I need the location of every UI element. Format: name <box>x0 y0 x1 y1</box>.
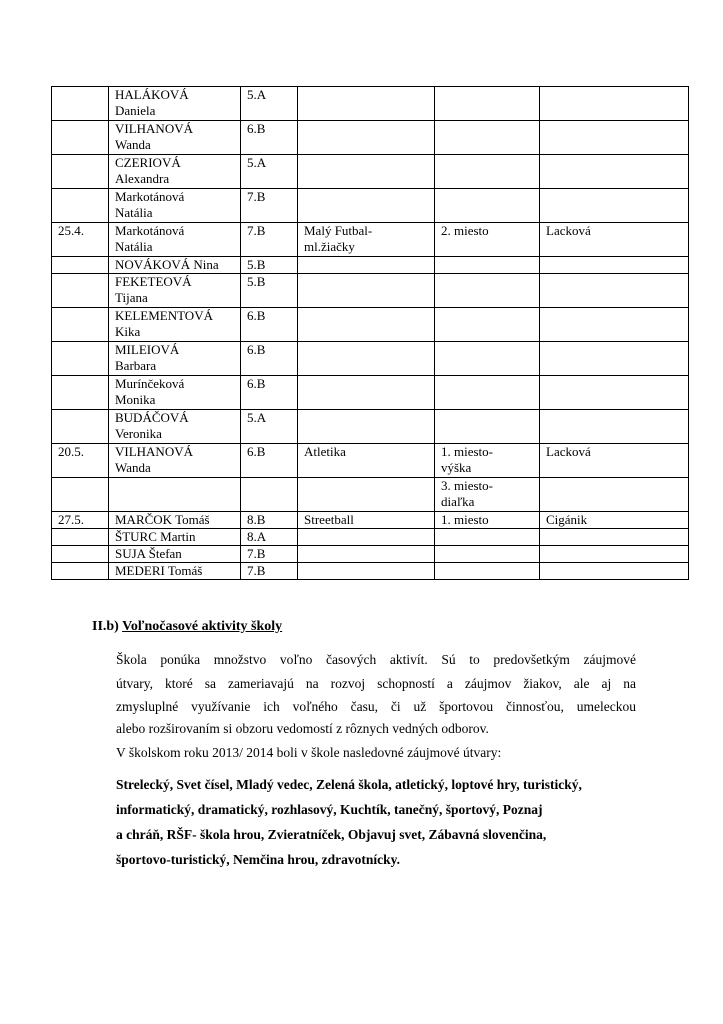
table-row <box>52 410 689 444</box>
name-cell <box>109 155 241 189</box>
date-cell <box>52 87 109 121</box>
class-cell <box>241 410 298 444</box>
date-cell <box>52 512 109 529</box>
name-cell <box>109 529 241 546</box>
place-cell <box>435 563 540 580</box>
activities-line: športovo-turistický, Nemčina hrou, zdravotnícky. <box>116 852 400 867</box>
date-cell <box>52 155 109 189</box>
date-cell <box>52 376 109 410</box>
table-row <box>52 478 689 512</box>
class-cell-text: 6.B <box>247 121 266 136</box>
date-cell <box>52 529 109 546</box>
place-cell <box>435 189 540 223</box>
table-row <box>52 444 689 478</box>
event-cell-text: Malý Futbal- ml.žiačky <box>304 223 373 254</box>
class-cell <box>241 87 298 121</box>
class-cell <box>241 529 298 546</box>
place-cell <box>435 121 540 155</box>
class-cell <box>241 376 298 410</box>
place-cell-text: 1. miesto <box>441 512 489 527</box>
place-cell <box>435 87 540 121</box>
paragraph-line: zmysluplné využívanie ich voľného času, či už športovou činnosťou, umeleckou <box>116 699 636 714</box>
class-cell-text: 5.B <box>247 274 266 289</box>
class-cell-text: 6.B <box>247 308 266 323</box>
event-cell <box>298 274 435 308</box>
class-cell <box>241 257 298 274</box>
teacher-cell <box>540 444 689 478</box>
place-cell <box>435 444 540 478</box>
section-heading <box>92 618 282 636</box>
event-cell <box>298 308 435 342</box>
table-row <box>52 512 689 529</box>
class-cell <box>241 189 298 223</box>
date-cell <box>52 546 109 563</box>
date-cell <box>52 257 109 274</box>
table-row <box>52 189 689 223</box>
event-cell <box>298 376 435 410</box>
class-cell-text: 8.A <box>247 529 267 544</box>
table-row <box>52 121 689 155</box>
table-row <box>52 155 689 189</box>
teacher-cell <box>540 342 689 376</box>
table-row <box>52 87 689 121</box>
name-cell-text: SUJA Štefan <box>115 546 182 561</box>
place-cell <box>435 342 540 376</box>
place-cell <box>435 274 540 308</box>
teacher-cell <box>540 410 689 444</box>
results-table-body <box>52 87 689 580</box>
name-cell <box>109 376 241 410</box>
class-cell <box>241 512 298 529</box>
name-cell <box>109 257 241 274</box>
place-cell <box>435 546 540 563</box>
date-cell-text: 20.5. <box>58 444 84 459</box>
event-cell <box>298 410 435 444</box>
class-cell-text: 5.B <box>247 257 266 272</box>
table-row <box>52 274 689 308</box>
place-cell <box>435 308 540 342</box>
teacher-cell <box>540 223 689 257</box>
event-cell <box>298 563 435 580</box>
activities-line: Strelecký, Svet čísel, Mladý vedec, Zelená škola, atletický, loptové hry, turistický, <box>116 777 582 792</box>
class-cell <box>241 155 298 189</box>
teacher-cell-text: Cigánik <box>546 512 588 527</box>
name-cell-text: CZERIOVÁ Alexandra <box>115 155 181 186</box>
paragraph-line: útvary, ktoré sa zameriavajú na rozvoj schopností a záujmov žiakov, ale aj na <box>116 675 636 691</box>
name-cell <box>109 189 241 223</box>
date-cell <box>52 274 109 308</box>
name-cell-text: ŠTURC Martin <box>115 529 196 544</box>
date-cell <box>52 563 109 580</box>
activities-list <box>116 772 646 872</box>
teacher-cell <box>540 257 689 274</box>
event-cell <box>298 529 435 546</box>
name-cell-text: FEKETEOVÁ Tijana <box>115 274 192 305</box>
event-cell <box>298 546 435 563</box>
intro-paragraph <box>116 648 636 739</box>
place-cell <box>435 512 540 529</box>
school-year-line: V školskom roku 2013/ 2014 boli v škole nasledovné záujmové útvary: <box>116 745 502 760</box>
name-cell-text: MEDERI Tomáš <box>115 563 203 578</box>
class-cell <box>241 308 298 342</box>
table-row <box>52 257 689 274</box>
name-cell-text: HALÁKOVÁ Daniela <box>115 87 189 118</box>
class-cell <box>241 223 298 257</box>
teacher-cell <box>540 512 689 529</box>
class-cell-text: 7.B <box>247 223 266 238</box>
name-cell <box>109 274 241 308</box>
teacher-cell <box>540 121 689 155</box>
event-cell <box>298 512 435 529</box>
name-cell-text: VILHANOVÁ Wanda <box>115 444 193 475</box>
date-cell <box>52 342 109 376</box>
teacher-cell <box>540 376 689 410</box>
date-cell <box>52 308 109 342</box>
name-cell-text: Markotánová Natália <box>115 189 185 220</box>
name-cell <box>109 410 241 444</box>
name-cell-text: MARČOK Tomáš <box>115 512 210 527</box>
teacher-cell <box>540 87 689 121</box>
place-cell-text: 3. miesto- diaľka <box>441 478 493 509</box>
class-cell-text: 7.B <box>247 563 266 578</box>
place-cell <box>435 223 540 257</box>
name-cell-text: MILEIOVÁ Barbara <box>115 342 180 373</box>
place-cell-text: 2. miesto <box>441 223 489 238</box>
date-cell-text: 27.5. <box>58 512 84 527</box>
event-cell <box>298 342 435 376</box>
date-cell <box>52 189 109 223</box>
class-cell <box>241 444 298 478</box>
teacher-cell <box>540 274 689 308</box>
activities-line: informatický, dramatický, rozhlasový, Kuchtík, tanečný, športový, Poznaj <box>116 802 543 817</box>
name-cell-text: Murínčeková Monika <box>115 376 185 407</box>
results-table <box>51 86 689 580</box>
place-cell <box>435 529 540 546</box>
table-row <box>52 546 689 563</box>
activities-line: a chráň, RŠF- škola hrou, Zvieratníček, Objavuj svet, Zábavná slovenčina, <box>116 827 547 842</box>
name-cell <box>109 512 241 529</box>
event-cell-text: Atletika <box>304 444 346 459</box>
date-cell <box>52 121 109 155</box>
place-cell-text: 1. miesto- výška <box>441 444 493 475</box>
date-cell <box>52 478 109 512</box>
class-cell-text: 6.B <box>247 444 266 459</box>
name-cell-text: NOVÁKOVÁ Nina <box>115 257 219 272</box>
place-cell <box>435 410 540 444</box>
event-cell-text: Streetball <box>304 512 354 527</box>
event-cell <box>298 444 435 478</box>
class-cell <box>241 121 298 155</box>
name-cell <box>109 478 241 512</box>
place-cell <box>435 376 540 410</box>
event-cell <box>298 189 435 223</box>
class-cell-text: 5.A <box>247 155 267 170</box>
event-cell <box>298 121 435 155</box>
class-cell <box>241 563 298 580</box>
table-row <box>52 376 689 410</box>
name-cell-text: VILHANOVÁ Wanda <box>115 121 193 152</box>
name-cell <box>109 87 241 121</box>
event-cell <box>298 87 435 121</box>
table-row <box>52 529 689 546</box>
name-cell <box>109 444 241 478</box>
date-cell <box>52 410 109 444</box>
teacher-cell <box>540 478 689 512</box>
event-cell <box>298 478 435 512</box>
name-cell <box>109 223 241 257</box>
section-title: Voľnočasové aktivity školy <box>122 619 283 634</box>
place-cell <box>435 155 540 189</box>
class-cell <box>241 274 298 308</box>
class-cell <box>241 546 298 563</box>
teacher-cell <box>540 546 689 563</box>
table-row <box>52 308 689 342</box>
class-cell <box>241 342 298 376</box>
event-cell <box>298 257 435 274</box>
teacher-cell <box>540 189 689 223</box>
date-cell-text: 25.4. <box>58 223 84 238</box>
name-cell-text: KELEMENTOVÁ Kika <box>115 308 213 339</box>
place-cell <box>435 478 540 512</box>
teacher-cell <box>540 529 689 546</box>
name-cell <box>109 342 241 376</box>
teacher-cell <box>540 563 689 580</box>
name-cell <box>109 546 241 563</box>
class-cell-text: 6.B <box>247 376 266 391</box>
name-cell <box>109 563 241 580</box>
class-cell-text: 7.B <box>247 546 266 561</box>
event-cell <box>298 155 435 189</box>
class-cell-text: 6.B <box>247 342 266 357</box>
class-cell-text: 5.A <box>247 87 267 102</box>
name-cell-text: BUDÁČOVÁ Veronika <box>115 410 189 441</box>
date-cell <box>52 444 109 478</box>
paragraph-line: alebo rozširovaním si obzoru vedomostí z rôznych vedných odborov. <box>116 720 489 736</box>
name-cell <box>109 121 241 155</box>
class-cell <box>241 478 298 512</box>
class-cell-text: 8.B <box>247 512 266 527</box>
class-cell-text: 5.A <box>247 410 267 425</box>
table-row <box>52 563 689 580</box>
teacher-cell-text: Lacková <box>546 223 591 238</box>
paragraph-line: Škola ponúka množstvo voľno časových aktivít. Sú to predovšetkým záujmové <box>116 652 636 667</box>
table-row <box>52 223 689 257</box>
class-cell-text: 7.B <box>247 189 266 204</box>
name-cell-text: Markotánová Natália <box>115 223 185 254</box>
date-cell <box>52 223 109 257</box>
teacher-cell <box>540 155 689 189</box>
event-cell <box>298 223 435 257</box>
teacher-cell <box>540 308 689 342</box>
place-cell <box>435 257 540 274</box>
section-number: II.b) <box>92 619 123 634</box>
name-cell <box>109 308 241 342</box>
teacher-cell-text: Lacková <box>546 444 591 459</box>
table-row <box>52 342 689 376</box>
